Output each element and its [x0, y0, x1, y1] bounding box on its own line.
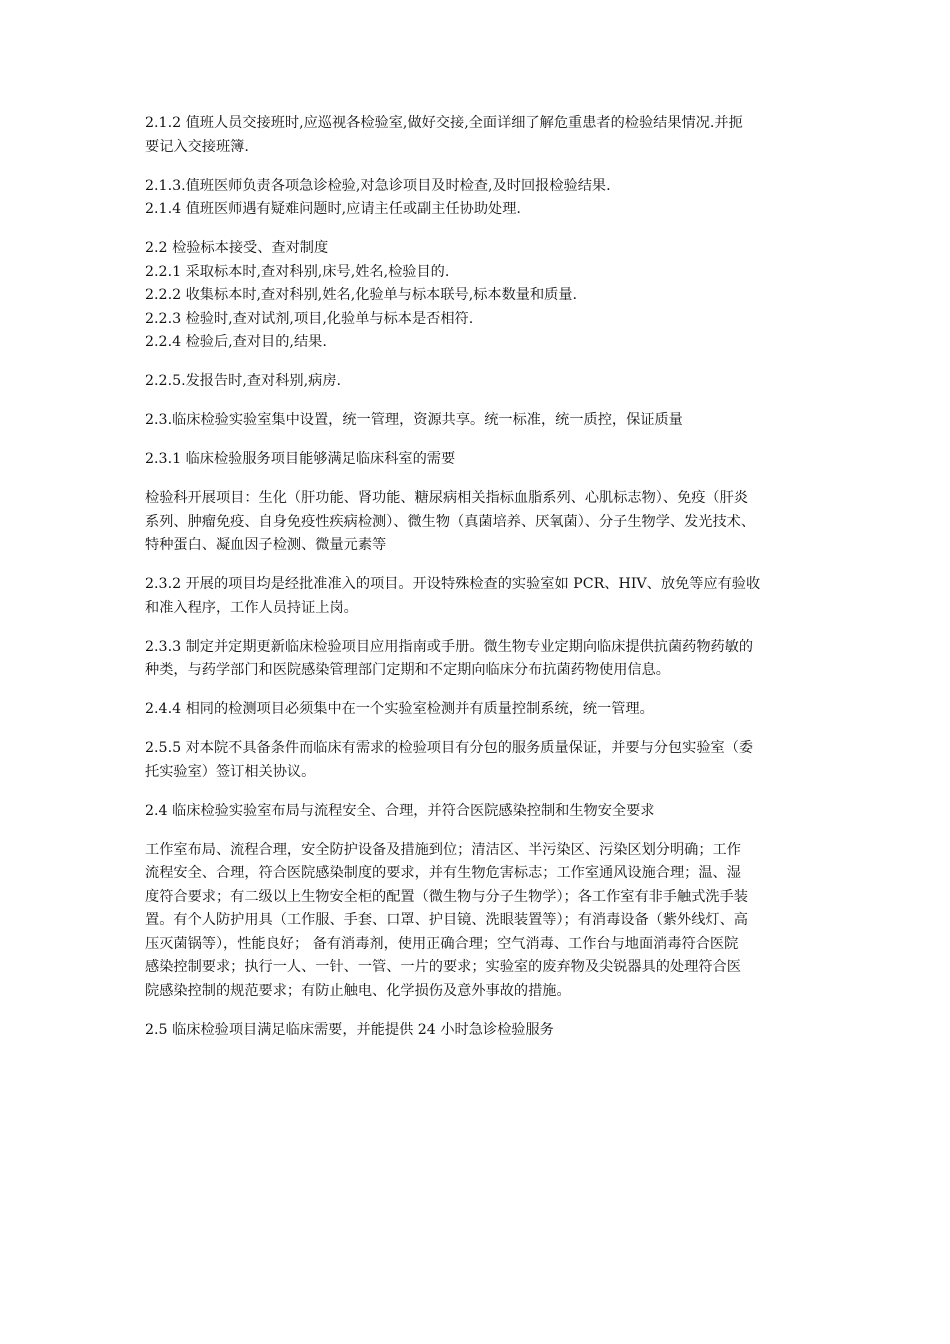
text-line: 2.2.3 检验时,查对试剂,项目,化验单与标本是否相符.	[145, 310, 474, 327]
text-line: 2.3.2 开展的项目均是经批准准入的项目。开设特殊检查的实验室如 PCR、HIV、放免等应有验收	[145, 576, 761, 592]
text-line: 检验科开展项目：生化（肝功能、肾功能、糖尿病相关指标血脂系列、心肌标志物）、免疫（肝炎	[145, 490, 748, 506]
text-line: 2.5.5 对本院不具备条件而临床有需求的检验项目有分包的服务质量保证，并要与分包实验室（委	[145, 740, 754, 756]
text-line: 2.4.4 相同的检测项目必须集中在一个实验室检测并有质量控制系统，统一管理。	[145, 701, 654, 717]
text-line: 度符合要求；有二级以上生物安全柜的配置（微生物与分子生物学）；各工作室有非手触式洗手装	[145, 888, 748, 905]
text-line: 压灭菌锅等），性能良好； 备有消毒剂，使用正确合理；空气消毒、工作台与地面消毒符合医院	[145, 935, 739, 952]
text-line: 2.3.3 制定并定期更新临床检验项目应用指南或手册。微生物专业定期向临床提供抗菌药物药敏的	[145, 638, 754, 655]
document-page	[145, 112, 853, 1042]
section-heading: 2.2 检验标本接受、查对制度	[145, 240, 329, 256]
text-line: 要记入交接班簿.	[145, 138, 249, 155]
text-line: 置。有个人防护用具（工作服、手套、口罩、护目镜、洗眼装置等）；有消毒设备（紫外线灯、高	[145, 912, 748, 928]
text-line: 特种蛋白、凝血因子检测、微量元素等	[145, 537, 387, 553]
text-line: 2.2.1 采取标本时,查对科别,床号,姓名,检验目的.	[145, 263, 450, 280]
text-line: 2.1.4 值班医师遇有疑难问题时,应请主任或副主任协助处理.	[145, 201, 521, 217]
text-line: 2.1.3.值班医师负责各项急诊检验,对急诊项目及时检查,及时回报检验结果.	[145, 177, 611, 194]
text-line: 2.2.2 收集标本时,查对科别,姓名,化验单与标本联号,标本数量和质量.	[145, 287, 578, 303]
text-line: 和准入程序，工作人员持证上岗。	[145, 599, 358, 616]
subsection-heading: 2.3.1 临床检验服务项目能够满足临床科室的需要	[145, 451, 456, 467]
text-line: 2.2.5.发报告时,查对科别,病房.	[145, 373, 342, 389]
text-line: 2.2.4 检验后,查对目的,结果.	[145, 334, 327, 350]
text-line: 感染控制要求；执行一人、一针、一管、一片的要求；实验室的废弃物及尖锐器具的处理符合医	[145, 959, 741, 975]
text-line: 流程安全、合理，符合医院感染制度的要求，并有生物危害标志；工作室通风设施合理；温、湿	[145, 865, 741, 881]
text-line: 托实验室）签订相关协议。	[145, 763, 316, 780]
text-line: 工作室布局、流程合理，安全防护设备及措施到位；清洁区、半污染区、污染区划分明确；工作	[145, 841, 741, 858]
section-heading: 2.3.临床检验实验室集中设置，统一管理，资源共享。统一标准，统一质控，保证质量	[145, 412, 683, 428]
text-line: 系列、肿瘤免疫、自身免疫性疾病检测）、微生物（真菌培养、厌氧菌）、分子生物学、发光技术、	[145, 513, 756, 530]
text-line: 2.1.2 值班人员交接班时,应巡视各检验室,做好交接,全面详细了解危重患者的检验结果情况.并扼	[145, 115, 743, 131]
text-line: 种类，与药学部门和医院感染管理部门定期和不定期向临床分布抗菌药物使用信息。	[145, 662, 670, 678]
text-line: 院感染控制的规范要求；有防止触电、化学损伤及意外事故的措施。	[145, 982, 571, 999]
section-heading: 2.5 临床检验项目满足临床需要，并能提供 24 小时急诊检验服务	[145, 1021, 554, 1038]
section-heading: 2.4 临床检验实验室布局与流程安全、合理，并符合医院感染控制和生物安全要求	[145, 802, 655, 819]
